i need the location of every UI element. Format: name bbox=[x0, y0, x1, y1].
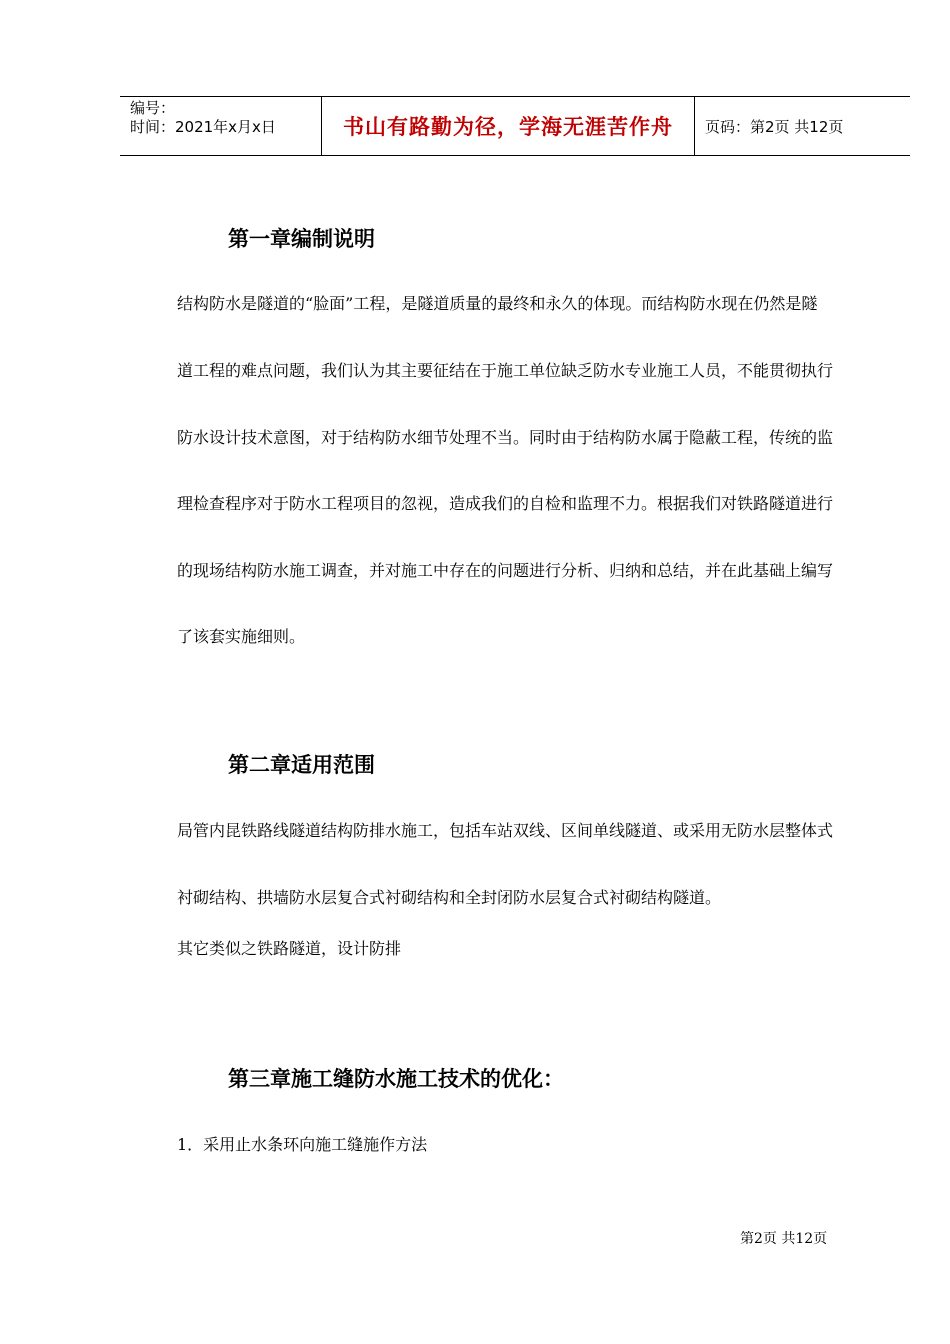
section-3-line: 1．采用止水条环向施工缝施作方法 bbox=[177, 1135, 428, 1154]
page-header-table bbox=[120, 96, 910, 156]
header-page-info: 页码：第2页 共12页 bbox=[705, 117, 844, 136]
document-number: 编号： bbox=[130, 99, 176, 117]
section-1-line: 理检查程序对于防水工程项目的忽视，造成我们的自检和监理不力。根据我们对铁路隧道进行 bbox=[177, 494, 834, 513]
section-1-line: 了该套实施细则。 bbox=[177, 627, 306, 646]
document-time: 时间：2021年x月x日 bbox=[130, 118, 276, 136]
section-2-title: 第二章适用范围 bbox=[228, 753, 375, 777]
header-meta-cell bbox=[120, 97, 322, 155]
page-footer: 第2页 共12页 bbox=[740, 1231, 828, 1247]
section-1-line: 防水设计技术意图，对于结构防水细节处理不当。同时由于结构防水属于隐蔽工程，传统的监 bbox=[177, 428, 834, 447]
section-2-line: 局管内昆铁路线隧道结构防排水施工，包括车站双线、区间单线隧道、或采用无防水层整体式 bbox=[177, 821, 834, 840]
header-page-cell bbox=[695, 97, 910, 155]
header-motto: 书山有路勤为径，学海无涯苦作舟 bbox=[343, 115, 673, 139]
section-1-title: 第一章编制说明 bbox=[228, 227, 375, 251]
section-1-line: 道工程的难点问题，我们认为其主要征结在于施工单位缺乏防水专业施工人员，不能贯彻执行 bbox=[177, 361, 834, 380]
section-3-title: 第三章施工缝防水施工技术的优化： bbox=[228, 1067, 564, 1091]
header-motto-cell bbox=[322, 97, 695, 155]
section-1-line: 结构防水是隧道的“脸面”工程，是隧道质量的最终和永久的体现。而结构防水现在仍然是隧 bbox=[177, 294, 818, 313]
section-1-line: 的现场结构防水施工调查，并对施工中存在的问题进行分析、归纳和总结，并在此基础上编写 bbox=[177, 561, 834, 580]
section-2-line: 衬砌结构、拱墙防水层复合式衬砌结构和全封闭防水层复合式衬砌结构隧道。 bbox=[177, 888, 722, 907]
section-2-line: 其它类似之铁路隧道，设计防排 bbox=[177, 939, 402, 958]
